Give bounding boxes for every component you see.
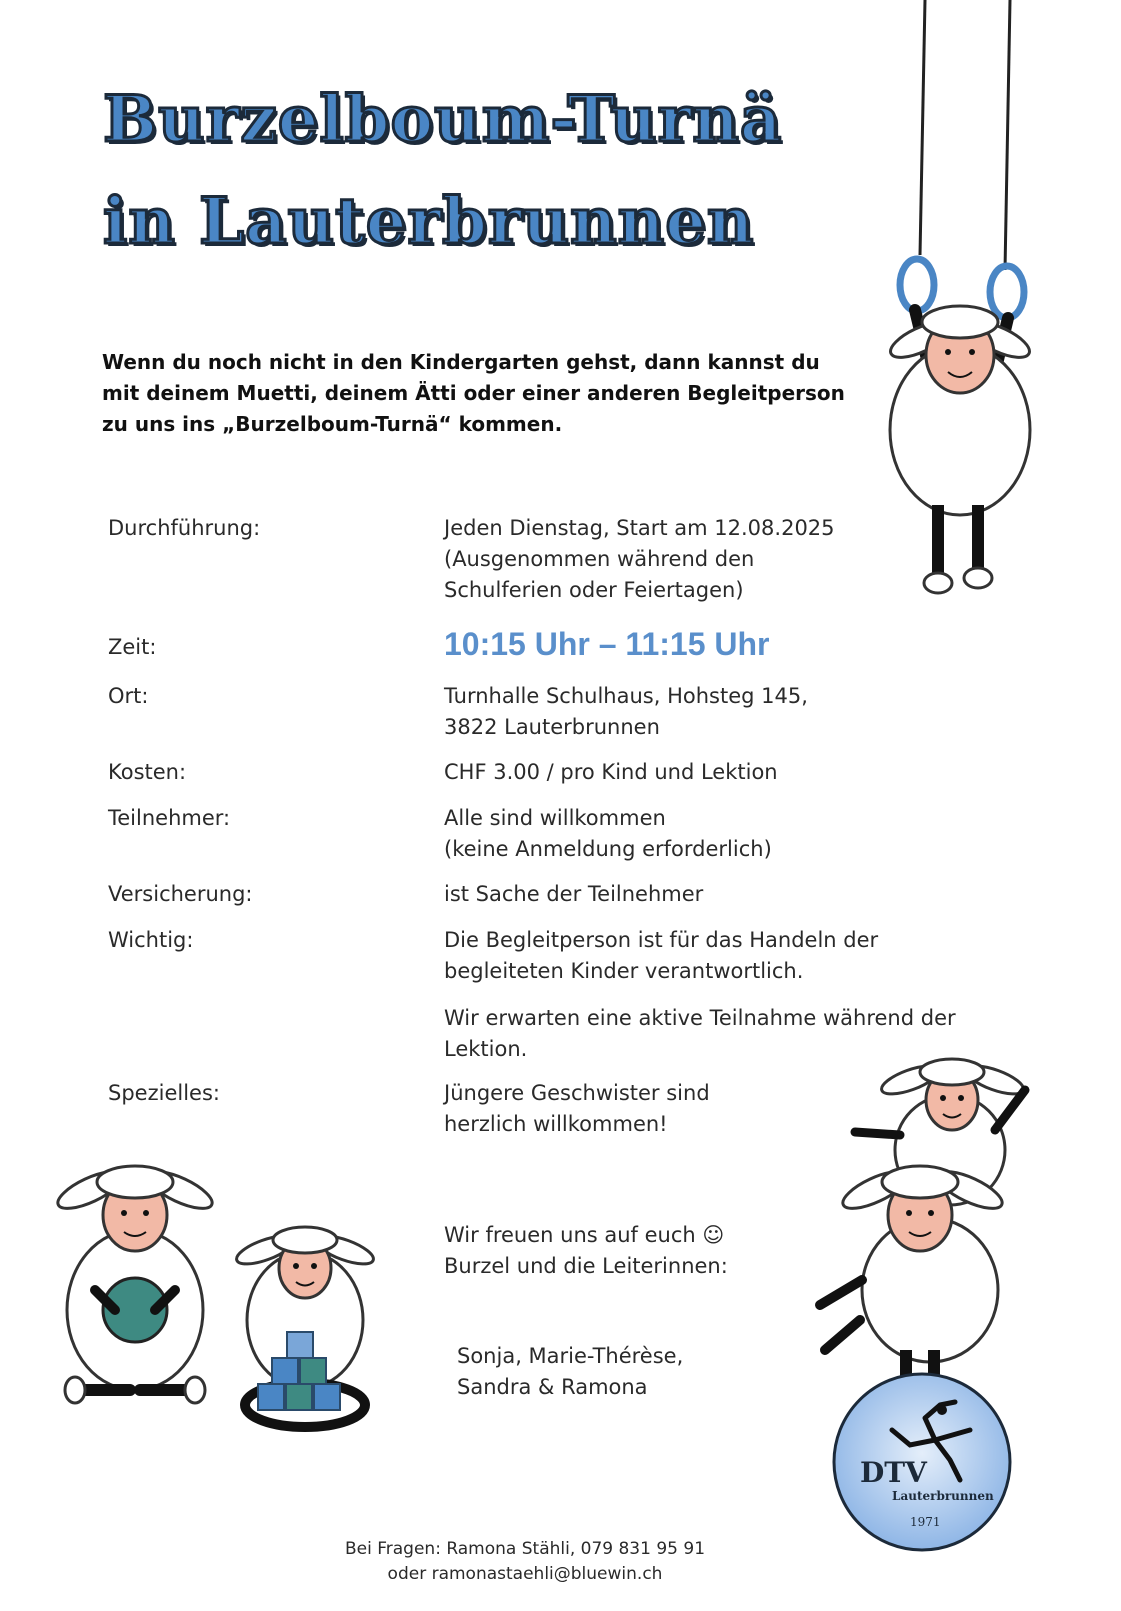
value-line: Wir erwarten eine aktive Teilnahme während der (444, 1006, 956, 1030)
value-wichtig (444, 925, 878, 987)
value-line: 3822 Lauterbrunnen (444, 715, 660, 739)
label-spezielles: Spezielles: (108, 1081, 220, 1105)
label-versicherung: Versicherung: (108, 882, 253, 906)
names-line: Sonja, Marie-Thérèse, (457, 1344, 684, 1368)
closing-text (444, 1220, 728, 1282)
label-durchfuehrung: Durchführung: (108, 516, 261, 540)
sheep-with-ball-illustration (60, 1140, 400, 1450)
dtv-logo (830, 1370, 1015, 1555)
value-kosten: CHF 3.00 / pro Kind und Lektion (444, 760, 778, 784)
closing-line: Burzel und die Leiterinnen: (444, 1254, 728, 1278)
label-teilnehmer: Teilnehmer: (108, 806, 231, 830)
intro-line: mit deinem Muetti, deinem Ätti oder einer anderen Begleitperson (102, 381, 845, 405)
value-line: Jeden Dienstag, Start am 12.08.2025 (444, 516, 835, 540)
label-kosten: Kosten: (108, 760, 187, 784)
value-spezielles (444, 1078, 710, 1140)
intro-text (102, 347, 862, 440)
value-line: Die Begleitperson ist für das Handeln der (444, 928, 879, 952)
value-line: (keine Anmeldung erforderlich) (444, 837, 772, 861)
value-durchfuehrung (444, 513, 835, 606)
value-zeit: 10:15 Uhr – 11:15 Uhr (444, 626, 770, 662)
closing-line: Wir freuen uns auf euch ☺ (444, 1223, 725, 1247)
label-ort: Ort: (108, 684, 149, 708)
logo-name: DTV (860, 1456, 927, 1489)
label-wichtig: Wichtig: (108, 928, 194, 952)
value-ort (444, 681, 808, 743)
poster-title-line2: in Lauterbrunnen (103, 184, 755, 259)
value-line: (Ausgenommen während den (444, 547, 755, 571)
value-line: begleiteten Kinder verantwortlich. (444, 959, 804, 983)
footer-line: oder ramonastaehli@bluewin.ch (387, 1564, 663, 1584)
sheep-on-rings-illustration (860, 0, 1060, 620)
value-line: Turnhalle Schulhaus, Hohsteg 145, (444, 684, 808, 708)
intro-line: Wenn du noch nicht in den Kindergarten gehst, dann kannst du (102, 350, 820, 374)
value-line: Lektion. (444, 1037, 528, 1061)
intro-line: zu uns ins „Burzelboum-Turnä“ kommen. (102, 412, 563, 436)
contact-footer (300, 1537, 750, 1587)
value-teilnehmer (444, 803, 772, 865)
poster-title-line1: Burzelboum-Turnä (103, 82, 783, 157)
logo-place: Lauterbrunnen (892, 1489, 994, 1503)
value-line: herzlich willkommen! (444, 1112, 668, 1136)
label-zeit: Zeit: (108, 635, 157, 659)
value-line: Alle sind willkommen (444, 806, 666, 830)
leader-names (457, 1341, 683, 1403)
value-versicherung: ist Sache der Teilnehmer (444, 882, 704, 906)
value-line: Schulferien oder Feiertagen) (444, 578, 744, 602)
names-line: Sandra & Ramona (457, 1375, 648, 1399)
logo-year: 1971 (910, 1515, 941, 1529)
value-line: Jüngere Geschwister sind (444, 1081, 710, 1105)
footer-line: Bei Fragen: Ramona Stähli, 079 831 95 91 (344, 1539, 706, 1559)
